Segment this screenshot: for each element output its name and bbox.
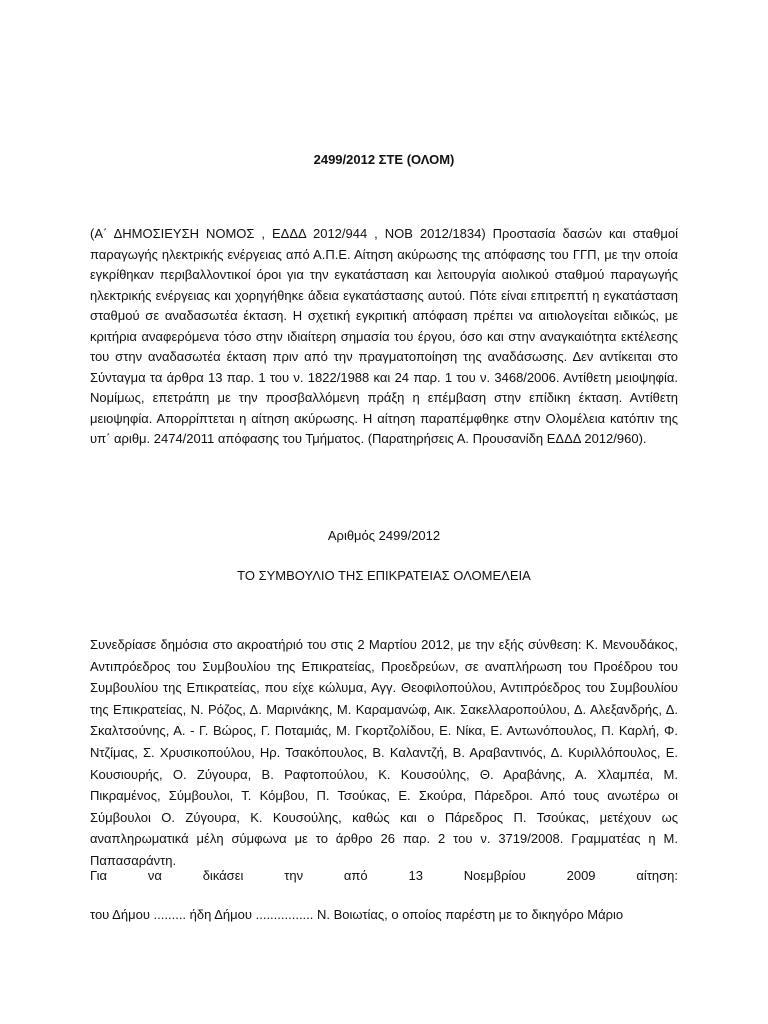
composition-paragraph: Συνεδρίασε δημόσια στο ακροατήριό του στις 2 Μαρτίου 2012, με την εξής σύνθεση: Κ. Μενουδάκος, Αντιπρόεδρος του Συμβουλίου της Επικρατείας, Προεδρεύων, σε αναπλήρωση του Προέδρου του Συμβουλίου της Επικρατείας, που είχε κώλυμα, Αγγ. Θεοφιλοπούλου, Αντιπρόεδρος του Συμβουλίου της Επικρατείας, Ν. Ρόζος, Δ. Μαρινάκης, Μ. Καραμανώφ, Αικ. Σακελλαροπούλου, Δ. Αλεξανδρής, Δ. Σκαλτσούνης, Α. - Γ. Βώρος, Γ. Ποταμιάς, Μ. Γκορτζολίδου, Ε. Νίκα, Ε. Αντωνόπουλος, Π. Καρλή, Φ. Ντζίμας, Σ. Χρυσικοπούλου, Ηρ. Τσακόπουλος, Β. Καλαντζή, Β. Αραβαντινός, Δ. Κυριλλόπουλος, Ε. Κουσιουρής, Ο. Ζύγουρα, Β. Ραφτοπούλου, Κ. Κουσούλης, Θ. Αραβάνης, Α. Χλαμπέα, Μ. Πικραμένος, Σύμβουλοι, Τ. Κόμβου, Π. Τσούκας, Ε. Σκούρα, Πάρεδροι. Από τους ανωτέρω οι Σύμβουλοι Ο. Ζύγουρα, Κ. Κουσούλης, καθώς και ο Πάρεδρος Π. Τσούκας, μετέχουν ως αναπληρωματικά μέλη σύμφωνα με το άρθρο 26 παρ. 2 του ν. 3719/2008. Γραμματέας η Μ. Παπασαράντη. (90, 637, 678, 868)
municipality-paragraph: του Δήμου ......... ήδη Δήμου ................ Ν. Βοιωτίας, ο οποίος παρέστη με το δικηγόρο Μάριο (90, 907, 624, 922)
decision-number: Αριθμός 2499/2012 (327, 528, 441, 543)
summary-paragraph: (Α΄ ΔΗΜΟΣΙΕΥΣΗ ΝΟΜΟΣ , ΕΔΔΔ 2012/944 , ΝΟΒ 2012/1834) Προστασία δασών και σταθμοί παραγωγής ηλεκτρικής ενέργειας από Α.Π.Ε. Αίτηση ακύρωσης της απόφασης του ΓΓΠ, με την οποία εγκρίθηκαν περιβαλλοντικοί όροι για την εγκατάσταση και λειτουργία αιολικού σταθμού παραγωγής ηλεκτρικής ενέργειας και χορηγήθηκε άδεια εγκατάστασης αυτού. Πότε είναι επιτρεπτή η εγκατάσταση σταθμού σε αναδασωτέα έκταση. Η σχετική εγκριτική απόφαση πρέπει να αιτιολογείται ειδικώς, με κριτήρια αναφερόμενα τόσο στην ιδιαίτερη σημασία του έργου, όσο και στην αναγκαιότητα εκτέλεσης του στην αναδασωτέα έκταση πριν από την πραγματοποίηση της αναδάσωσης. Δεν αντίκειται στο Σύνταγμα τα άρθρα 13 παρ. 1 του ν. 1822/1988 και 24 παρ. 1 του ν. 3468/2006. Αντίθετη μειοψηφία. Νομίμως, επετράπη με την προσβαλλόμενη πράξη η επέμβαση στην επίδικη έκταση. Αντίθετη μειοψηφία. Απορρίπτεται η αίτηση ακύρωσης. Η αίτηση παραπέμφθηκε στην Ολομέλεια κατόπιν της υπ΄ αριθμ. 2474/2011 απόφασης του Τμήματος. (Παρατηρήσεις Α. Προυσανίδη ΕΔΔΔ 2012/960). (90, 226, 678, 446)
document-title: 2499/2012 ΣΤΕ (ΟΛΟΜ) (313, 152, 455, 167)
trial-paragraph: Για να δικάσει την από 13 Νοεμβρίου 2009 αίτηση: (90, 868, 678, 883)
council-heading: ΤΟ ΣΥΜΒΟΥΛΙΟ ΤΗΣ ΕΠΙΚΡΑΤΕΙΑΣ ΟΛΟΜΕΛΕΙΑ (237, 568, 531, 583)
